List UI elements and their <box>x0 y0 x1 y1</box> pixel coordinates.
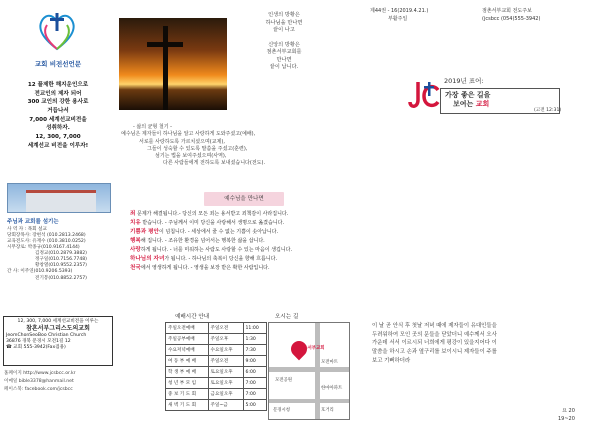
list-item: 하나님의 자녀가 됩니다. - 하나님의 축복이 당신을 향해 흐릅니다. <box>130 255 278 262</box>
table-row: 청 년 부 모 임 토요일오후 7:00 <box>166 378 267 389</box>
table-row: 수요저녁예배 수요일오후 7:30 <box>166 345 267 356</box>
table-row: 학 생 부 예 배 토요일오후 6:00 <box>166 367 267 378</box>
scripture-reference: 요 20 19~20 <box>558 408 575 422</box>
cross-icon <box>163 26 168 110</box>
contact-info <box>4 370 114 393</box>
facebook-link[interactable]: 페이스북: facebook.com/jcsbcc <box>4 386 73 392</box>
list-item: 죄 문제가 해결됩니다.- 당신의 모든 죄는 용서받고 죄책감이 사라집니다. <box>130 211 289 217</box>
scripture-passage: 이 날 곧 안식 후 첫날 저녁 때에 제자들이 유대인들을 두려워하여 모인 곳의 문들을 닫았더니 예수께서 오사 가운데 서서 이르시되 너희에게 평강이 있을지어다 이 말씀을 하시고 손과 옆구리를 보이시니 제자들이 주를 보고 기뻐하더라 <box>372 323 497 364</box>
slogan-box: 가장 좋은 길을 보여는 교회 <box>440 88 560 114</box>
location-map[interactable]: 점촌서부교회 모전공원 한마아파트 문경시청 호거리 모전마트 <box>268 322 350 420</box>
church-logo-icon <box>35 9 79 53</box>
list-item: 기쁨과 평안이 넘칩니다. - 세상에서 줄 수 없는 기쁨이 솟아납니다. <box>130 228 279 235</box>
staff-title: 주님과 교회를 섬기는 <box>7 219 59 225</box>
table-row: 중 보 기 도 회 금요일오후 7:00 <box>166 389 267 400</box>
staff-list: 사 역 자 : 목회 설교 당회장목사: 장현석 (010.2813.2468) 교육전도사: 유재수 (010.3810.0252) 시무장로: 박종규(010.9167.4144) 김정교(010.2879.3882) 정구일(010.7156.7748) 황창열(010.9552.2357) 간 사: 이주연(010.9206.5393) 전기봉(010.8852.2757) <box>7 227 87 281</box>
homepage-link[interactable]: 홈페이지 http://www.jcsbcc.or.kr <box>4 371 76 376</box>
mission-statement: - 삶의 균형 철기 - 예수님은 제자들이 하나님을 알고 사랑하게 도와주셨고(예배), 서로를 사랑하도록 가르치셨으며(교제), 그들이 성숙할 수 있도록 말씀을 주셨고(훈련), 섬기는 법을 보여주셨으며(사역), 다른 사람들에게 전하도록 보내셨습니다(전도). <box>121 124 266 167</box>
email-link[interactable]: 이메일 bible3378@hanmail.net <box>4 378 74 384</box>
vision-title: 교회 비전선언문 <box>34 60 82 68</box>
table-row: 주일오전예배 주일오전 11:00 <box>166 323 267 334</box>
worship-schedule-table <box>165 322 267 411</box>
slogan-year: 2019년 표어: <box>444 77 484 85</box>
jc-logo-icon <box>408 78 442 112</box>
sunset-cross-image <box>119 18 227 110</box>
list-item: 사랑하게 됩니다. - 너를 미워하는 사람도 사랑할 수 있는 마음이 생깁니다. <box>130 246 293 253</box>
poem: 인생의 방황은 하나님을 만나면 끝이 나고 신앙의 방황은 점촌서부교회를 만나면 끝이 납니다. <box>265 12 303 71</box>
list-item: 치유 받습니다. - 주님께서 이미 당신을 사랑해서 생명으로 옮겼습니다. <box>130 219 285 226</box>
table-row: 새 벽 기 도 회 주일~금 5:00 <box>166 400 267 411</box>
bulletin-issue: 제44권 - 16(2019.4.21.) 부활주일 <box>370 8 429 22</box>
list-item: 행복해 집니다. - 조유한 환경을 넘어서는 행복한 삶을 삽니다. <box>130 237 265 244</box>
list-item: 천국에서 영생하게 됩니다. - 영생을 보장 받은 확한 사람입니다. <box>130 264 270 271</box>
church-address-box: 12, 300, 7,000 세계선교비전을 이루는 참흔서부그리스도의교회 JeomChonSeoBoo Christian Church 36876 경북 문경시 모전1길 12 ☎ 교회 555-3942(Fax겸용) <box>3 316 113 366</box>
bulletin-header: 점촌서부교회 전도주보 (jcsbcc (054)555-3942) <box>482 8 541 22</box>
schedule-title: 예배시간 안내 <box>175 314 210 320</box>
map-title: 오시는 길 <box>275 314 299 320</box>
table-row: 여 동 부 예 배 주일오전 9:00 <box>166 356 267 367</box>
slogan-reference: (고전 12:31) <box>534 108 562 113</box>
table-row: 주일공부예배 주일오후 1:30 <box>166 334 267 345</box>
vision-statement: 12 플제한 해지운인으로 전교인의 제자 되어 300 교인의 강한 용사로 거듭나서 7,000 세계선교비전을 성취하자. 12, 300, 7,000 세계선교 비전을 이루자! <box>27 82 89 149</box>
meet-jesus-list <box>130 210 350 273</box>
church-building-photo <box>7 183 111 213</box>
meet-jesus-banner: 예수님을 만나면 <box>204 192 284 206</box>
